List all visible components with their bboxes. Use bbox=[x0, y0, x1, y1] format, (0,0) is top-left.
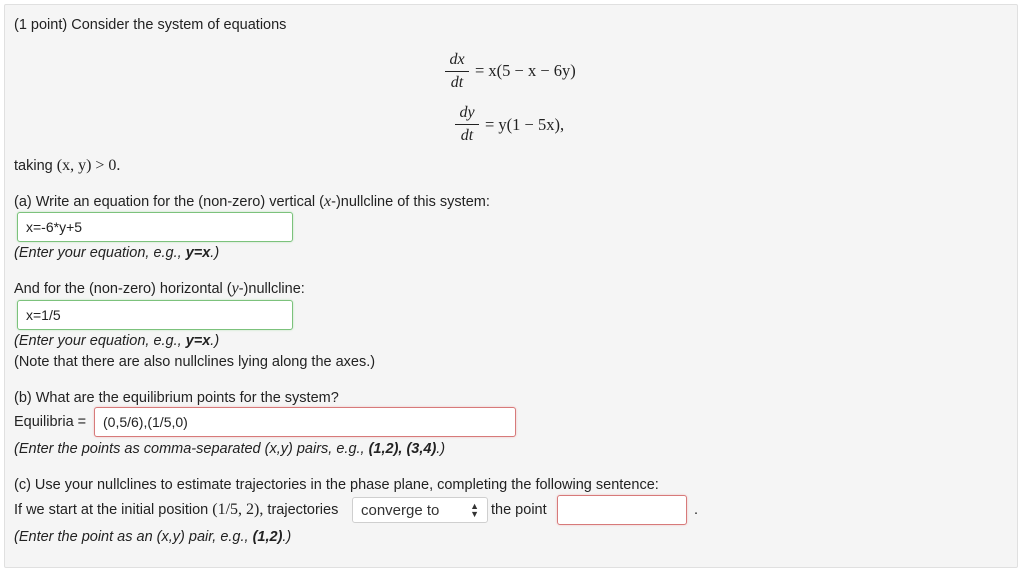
part-a-question-var: x bbox=[324, 193, 332, 210]
part-a-question bbox=[14, 193, 490, 211]
trajectory-behavior-select[interactable] bbox=[352, 497, 488, 523]
hint1-pre: (Enter your equation, e.g., bbox=[14, 245, 186, 261]
hint-b-bold: (1,2), (3,4) bbox=[368, 441, 437, 457]
intro-text: (1 point) Consider the system of equations bbox=[14, 17, 287, 33]
part-c-hint bbox=[14, 529, 291, 545]
vertical-nullcline-input[interactable] bbox=[17, 212, 293, 242]
taking-prefix: taking bbox=[14, 158, 53, 174]
part-b-question: (b) What are the equilibrium points for the system? bbox=[14, 390, 339, 406]
vertical-nullcline-value: x=-6*y+5 bbox=[26, 219, 83, 235]
sentence-pre: If we start at the initial position bbox=[14, 502, 209, 518]
hint1-post: .) bbox=[210, 245, 220, 261]
eq2-numerator: dy bbox=[459, 104, 475, 121]
part-a-question-2 bbox=[14, 280, 305, 298]
hint-b-pre: (Enter the points as comma-separated (x,y) pairs, e.g., bbox=[14, 441, 369, 457]
eq2-rhs: = y(1 − 5x), bbox=[485, 115, 565, 134]
eq1-fraction bbox=[445, 51, 469, 92]
hint-b-post: .) bbox=[436, 441, 446, 457]
equilibria-label: Equilibria = bbox=[14, 414, 87, 430]
hint1-bold: y=x bbox=[185, 245, 211, 261]
hint2-bold: y=x bbox=[185, 333, 211, 349]
part-a-q2-post: -)nullcline: bbox=[238, 281, 305, 297]
part-a-hint-1 bbox=[14, 245, 219, 261]
target-point-input[interactable] bbox=[557, 495, 687, 525]
sentence-post: the point bbox=[491, 502, 547, 518]
hint2-post: .) bbox=[210, 333, 220, 349]
eq2-fraction bbox=[455, 104, 479, 145]
problem-panel bbox=[4, 4, 1018, 568]
hint-c-pre: (Enter the point as an (x,y) pair, e.g., bbox=[14, 529, 253, 545]
equilibria-input[interactable] bbox=[94, 407, 516, 437]
hint2-pre: (Enter your equation, e.g., bbox=[14, 333, 186, 349]
sentence-mid: trajectories bbox=[267, 502, 339, 518]
taking-line bbox=[14, 157, 120, 175]
part-c-sentence-pre bbox=[14, 501, 338, 519]
horizontal-nullcline-value: x=1/5 bbox=[26, 307, 61, 323]
part-a-q2-var: y bbox=[231, 280, 239, 297]
hint-c-post: .) bbox=[282, 529, 292, 545]
horizontal-nullcline-input[interactable] bbox=[17, 300, 293, 330]
trajectory-behavior-value: converge to bbox=[361, 501, 440, 519]
taking-condition: (x, y) > 0. bbox=[56, 157, 121, 174]
eq1-denominator: dt bbox=[450, 74, 464, 91]
sentence-period: . bbox=[694, 502, 699, 518]
up-down-arrows-icon: ▲ ▼ bbox=[470, 501, 479, 519]
part-a-question-post: -)nullcline of this system: bbox=[331, 194, 490, 210]
eq1-rhs: = x(5 − x − 6y) bbox=[475, 61, 576, 80]
equilibria-value: (0,5/6),(1/5,0) bbox=[103, 414, 188, 430]
nullcline-note: (Note that there are also nullclines lying along the axes.) bbox=[14, 354, 376, 370]
eq2-denominator: dt bbox=[460, 127, 474, 144]
part-a-question-pre: (a) Write an equation for the (non-zero) vertical ( bbox=[14, 194, 325, 210]
initial-position: (1/5, 2), bbox=[212, 501, 264, 518]
part-c-question: (c) Use your nullclines to estimate trajectories in the phase plane, completing the following sentence: bbox=[14, 477, 659, 493]
eq1-numerator: dx bbox=[449, 51, 465, 68]
hint-c-bold: (1,2) bbox=[252, 529, 283, 545]
part-b-hint bbox=[14, 441, 445, 457]
part-a-q2-pre: And for the (non-zero) horizontal ( bbox=[14, 281, 232, 297]
part-a-hint-2 bbox=[14, 333, 219, 349]
